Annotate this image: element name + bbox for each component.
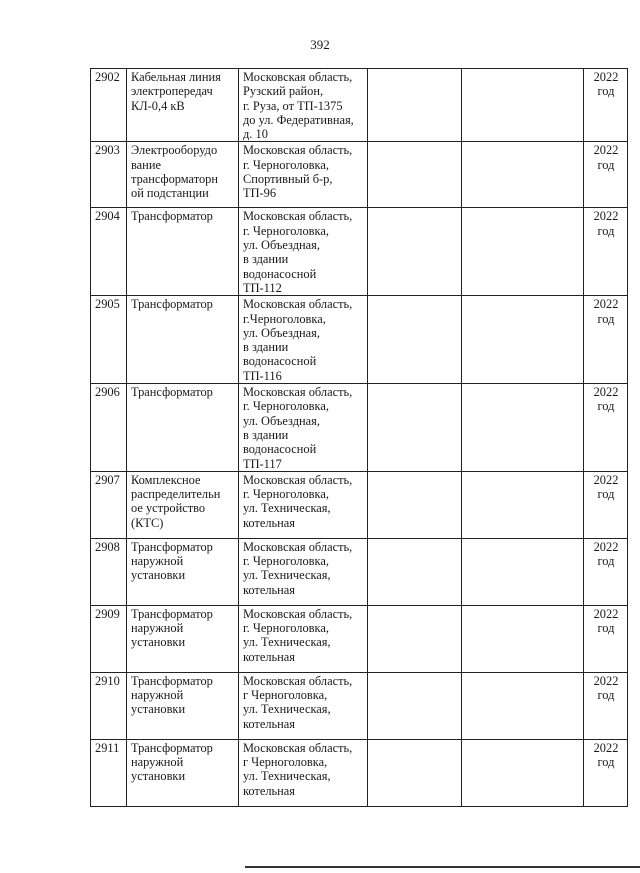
table-row bbox=[91, 384, 628, 472]
row-number-cell: 2902 bbox=[91, 69, 127, 142]
registry-table-body bbox=[91, 69, 628, 807]
address-cell: Московская область, Рузский район, г. Руза, от ТП-1375 до ул. Федеративная, д. 10 bbox=[239, 69, 368, 142]
object-name-cell: Трансформатор bbox=[127, 384, 239, 472]
empty-cell-2 bbox=[462, 672, 584, 739]
address-cell: Московская область, г. Черноголовка, ул. Объездная, в здании водонасосной ТП-117 bbox=[239, 384, 368, 472]
registry-table bbox=[90, 68, 628, 807]
object-name-cell: Трансформатор наружной установки bbox=[127, 739, 239, 806]
object-name-cell: Кабельная линия электропередач КЛ-0,4 кВ bbox=[127, 69, 239, 142]
empty-cell-1 bbox=[368, 69, 462, 142]
empty-cell-1 bbox=[368, 384, 462, 472]
address-cell: Московская область, г Черноголовка, ул. Техническая, котельная bbox=[239, 739, 368, 806]
year-cell: 2022 год bbox=[584, 69, 628, 142]
object-name-cell: Трансформатор bbox=[127, 296, 239, 384]
empty-cell-1 bbox=[368, 296, 462, 384]
year-cell: 2022 год bbox=[584, 208, 628, 296]
page-number: 392 bbox=[310, 37, 330, 52]
address-cell: Московская область, г.Черноголовка, ул. Объездная, в здании водонасосной ТП-116 bbox=[239, 296, 368, 384]
table-row bbox=[91, 538, 628, 605]
year-cell: 2022 год bbox=[584, 471, 628, 538]
year-cell: 2022 год bbox=[584, 538, 628, 605]
empty-cell-2 bbox=[462, 142, 584, 208]
address-cell: Московская область, г. Черноголовка, ул. Техническая, котельная bbox=[239, 538, 368, 605]
empty-cell-1 bbox=[368, 538, 462, 605]
empty-cell-2 bbox=[462, 69, 584, 142]
year-cell: 2022 год bbox=[584, 672, 628, 739]
empty-cell-2 bbox=[462, 296, 584, 384]
empty-cell-2 bbox=[462, 538, 584, 605]
address-cell: Московская область, г. Черноголовка, Спортивный б-р, ТП-96 bbox=[239, 142, 368, 208]
empty-cell-1 bbox=[368, 672, 462, 739]
row-number-cell: 2911 bbox=[91, 739, 127, 806]
empty-cell-1 bbox=[368, 605, 462, 672]
row-number-cell: 2905 bbox=[91, 296, 127, 384]
table-row bbox=[91, 296, 628, 384]
object-name-cell: Трансформатор наружной установки bbox=[127, 538, 239, 605]
year-cell: 2022 год bbox=[584, 384, 628, 472]
object-name-cell: Трансформатор наружной установки bbox=[127, 605, 239, 672]
year-cell: 2022 год bbox=[584, 739, 628, 806]
year-cell: 2022 год bbox=[584, 296, 628, 384]
table-row bbox=[91, 672, 628, 739]
bottom-divider bbox=[245, 866, 640, 868]
table-row bbox=[91, 471, 628, 538]
empty-cell-1 bbox=[368, 142, 462, 208]
year-cell: 2022 год bbox=[584, 142, 628, 208]
empty-cell-1 bbox=[368, 471, 462, 538]
address-cell: Московская область, г. Черноголовка, ул. Объездная, в здании водонасосной ТП-112 bbox=[239, 208, 368, 296]
row-number-cell: 2909 bbox=[91, 605, 127, 672]
row-number-cell: 2908 bbox=[91, 538, 127, 605]
table-row bbox=[91, 142, 628, 208]
address-cell: Московская область, г Черноголовка, ул. Техническая, котельная bbox=[239, 672, 368, 739]
row-number-cell: 2907 bbox=[91, 471, 127, 538]
object-name-cell: Трансформатор bbox=[127, 208, 239, 296]
object-name-cell: Электрооборудо вание трансформаторн ой подстанции bbox=[127, 142, 239, 208]
row-number-cell: 2906 bbox=[91, 384, 127, 472]
object-name-cell: Комплексное распределительн ое устройство (КТС) bbox=[127, 471, 239, 538]
table-row bbox=[91, 605, 628, 672]
table-row bbox=[91, 69, 628, 142]
empty-cell-2 bbox=[462, 471, 584, 538]
table-row bbox=[91, 739, 628, 806]
object-name-cell: Трансформатор наружной установки bbox=[127, 672, 239, 739]
row-number-cell: 2904 bbox=[91, 208, 127, 296]
empty-cell-2 bbox=[462, 739, 584, 806]
empty-cell-2 bbox=[462, 208, 584, 296]
address-cell: Московская область, г. Черноголовка, ул. Техническая, котельная bbox=[239, 605, 368, 672]
empty-cell-1 bbox=[368, 208, 462, 296]
empty-cell-2 bbox=[462, 384, 584, 472]
row-number-cell: 2903 bbox=[91, 142, 127, 208]
year-cell: 2022 год bbox=[584, 605, 628, 672]
row-number-cell: 2910 bbox=[91, 672, 127, 739]
empty-cell-2 bbox=[462, 605, 584, 672]
empty-cell-1 bbox=[368, 739, 462, 806]
address-cell: Московская область, г. Черноголовка, ул. Техническая, котельная bbox=[239, 471, 368, 538]
table-row bbox=[91, 208, 628, 296]
